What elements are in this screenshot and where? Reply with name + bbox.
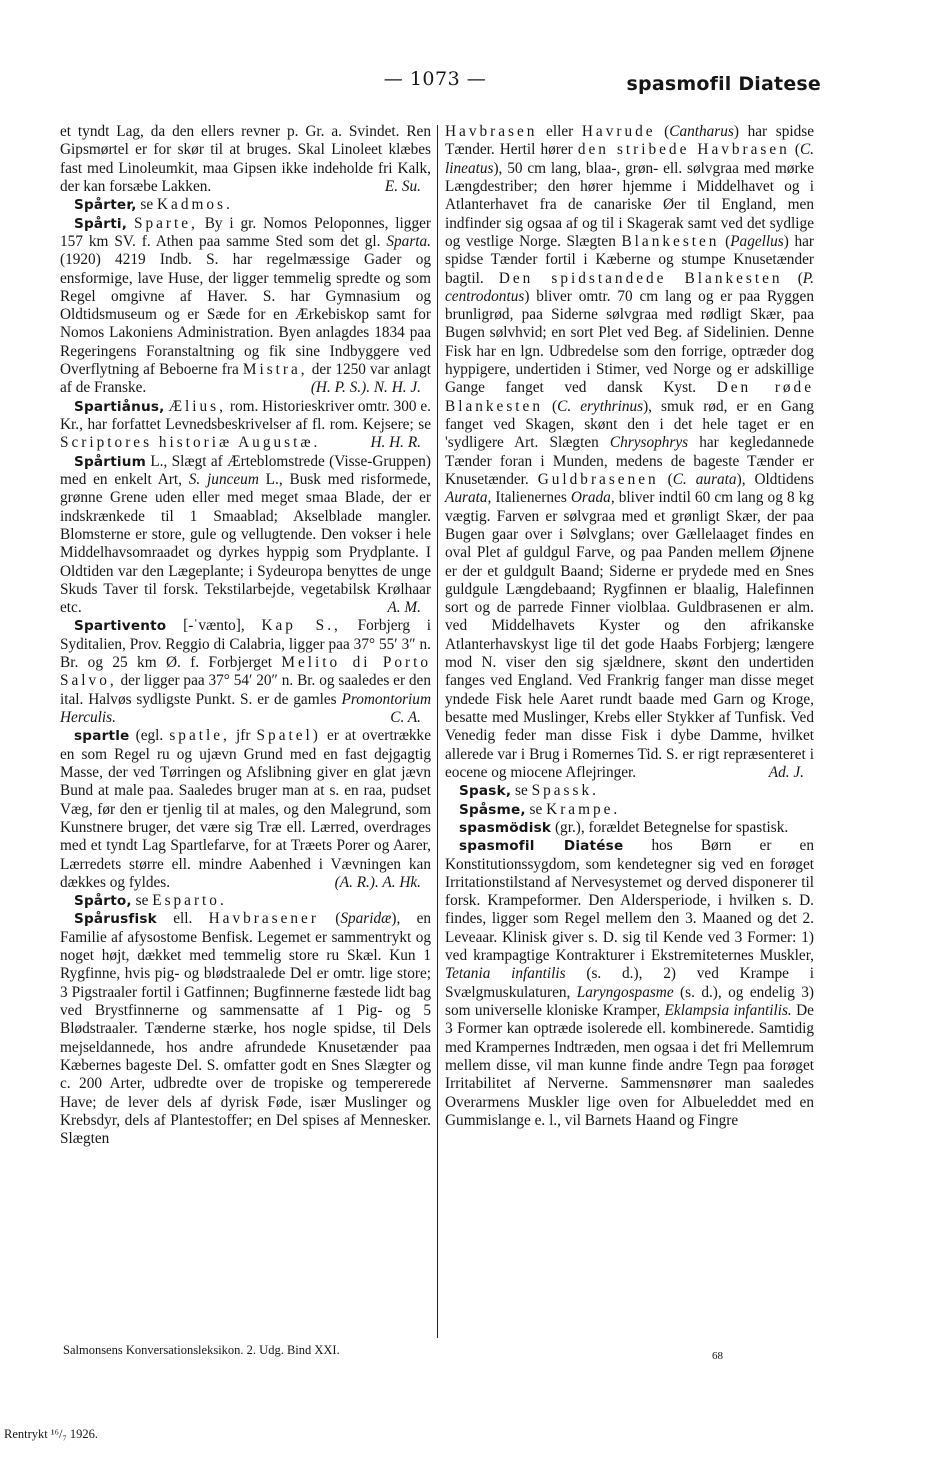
entry-text: der 1250 var anlagt af de Franske. — [60, 361, 431, 397]
headword: spartle — [74, 728, 130, 745]
entry-text: er at overtrække en som Regel ru og ujævn Grund med en fast dejgagtig Masse, der ved Tørringen og Afslibning giver en glat jævn Bund at male paa. Saaledes bruger man at s. en raa, pudset Væg, før den er tjenlig til at males, og den Malegrund, som Kunstnere bruger, det være sig Træ ell. Lærred, overdrages med et tyndt Lag Spartlefarve, for at Træets Porer og Aarer, Lærredets større ell. mindre Aabenhed i Vævningen kan dækkes og fyldes. — [60, 727, 431, 891]
dictionary-entry — [60, 215, 431, 398]
spaced-text: Mistra, — [242, 361, 308, 379]
italic-text: Chrysophrys — [609, 434, 689, 452]
entry-text: jfr — [229, 727, 257, 745]
entry-text: ) har spidse Tænder fortil i Kæberne og stumpe Knusetænder bagtil. — [445, 232, 815, 287]
italic-text: Promontorium Herculis. — [60, 690, 431, 726]
headword: Spåsme, — [459, 801, 526, 818]
entry-text: ( — [782, 269, 803, 287]
entry-text: se — [131, 892, 153, 910]
spaced-text: Den røde Blankesten — [445, 379, 814, 415]
sheet-number: 68 — [712, 1350, 723, 1362]
entry-text — [127, 215, 134, 232]
entry-text: [-ˈvænto], — [166, 617, 262, 635]
italic-text: Sparta. — [386, 232, 431, 250]
headword: Spårtium — [74, 453, 146, 470]
headword: Spårto, — [74, 893, 132, 910]
spaced-text: Esparto. — [152, 892, 227, 910]
dictionary-entry — [445, 819, 814, 837]
dictionary-entry — [445, 782, 814, 800]
dictionary-entry — [445, 837, 814, 1130]
entry-text: ), en Familie af afysostome Benfisk. Legemet er sammentrykt og noget højt, dækket med temmelig store ru Skæl. Kun 1 Rygfinne, hvis pig- og blødstraalede Del er omtr. lige store; 3 Pigstraaler fortil i Gatfinnen; Bugfinnerne fæstede lidt bag ved Brystfinnerne og sammensatte af 1 Pig- og 5 Blødstraaler. Tænderne stærke, hos nogle spidse, til Dels mejseldannede, hos andre afrundede Knusetænder paa Kæbernes bageste Del. S. omfatter godt en Snes Slægter og c. 200 Arter, udbredte over de tropiske og tempererede Have; de lever dels af dyrisk Føde, især Muslinger og Krebsdyr, dels af Plantestoffer; en Del spises af Mennesker. Slægten — [60, 910, 432, 1148]
italic-text: Tetania infantilis — [445, 965, 566, 983]
entry-text: der ligger paa 37° 54′ 20″ n. Br. og saaledes er den ital. Halvøs sydligste Punkt. S. er de gamles — [60, 672, 431, 708]
headword: Spask, — [459, 783, 512, 800]
italic-text: Sparidæ — [340, 910, 392, 928]
headword: Spartivento — [74, 618, 167, 635]
dictionary-entry — [60, 892, 431, 910]
entry-text: L., Busk med risformede, grønne Grene uden eller med meget smaa Blade, der er indskrænkede til 1 Smaablad; Akselblade mangler. Blomsterne er store, gule og vellugtende. Den vokser i hele Middelhavsomraadet og dyrkes hyppig som Prydplante. I Oldtiden var den Lægeplante; i Sydeuropa benyttes de unge Skuds Taver til forsk. Tekstilarbejde, vegetabilsk Krølhaar etc. — [60, 470, 431, 617]
entry-text: eller — [537, 123, 582, 140]
entry-text: (gr.), forældet Betegnelse for spastisk. — [551, 818, 789, 836]
spaced-text: Blankesten — [621, 232, 720, 250]
spaced-text: Guldbrasenen — [537, 470, 659, 488]
author-signature: Ad. J. — [768, 763, 804, 781]
author-signature: A. M. — [387, 599, 421, 617]
author-signature: C. A. — [390, 709, 421, 726]
column-divider — [437, 125, 438, 1338]
headword: Spårusfisk — [74, 911, 157, 928]
dictionary-entry — [445, 801, 814, 819]
headword: spasmödisk — [459, 819, 552, 836]
entry-text: ), 50 cm lang, blaa-, grøn- ell. sølvgraa med mørke Længdestriber; den hører hjemme i Middelhavet og i Atlanterhavet fra de canariske Øer til England, men indfinder sig ogsaa af og til i Skagerak samt ved det sydlige og vestlige Norge. Slægten — [445, 159, 814, 250]
left-column — [60, 123, 431, 1149]
dictionary-entry — [60, 910, 431, 1148]
entry-text: ) har spidse Tænder. Hertil hører — [445, 123, 814, 159]
entry-text: ) bliver omtr. 70 cm lang og er paa Ryggen brunligrød, paa Siderne sølvgraa med rødligt Skær, paa Bugen sølvhvid; en sort Plet ved Beg. af Sidelinien. Denne Fisk har en lgn. Udbredelse som den forrige, optræder dog hyppigere, undertiden i Stimer, ved Norge og er adskillige Gange fanget ved dansk Kyst. — [445, 287, 814, 397]
spaced-text: Krampe. — [546, 800, 621, 818]
entry-text: ), smuk rød, er en Gang fanget ved Skagen, skønt den i det hele taget er en 'sydligere Art. Slægten — [445, 397, 814, 452]
italic-text: Laryngospasme — [576, 983, 674, 1001]
entry-text: (1920) 4219 Indb. S. har regelmæssige Gader og ensformige, lave Huse, der ligger temmelig spredte og som Regel omgivne af Haver. S. har Gymnasium og Oldtidsmuseum og er Sæde for en Ærkebiskop samt for Nomos Lakoniens Administration. Byen anlagdes 1834 paa Regeringens Foranstaltning og fik sine Indbyggere ved Overflytning af Beboerne fra — [60, 251, 431, 379]
entry-text: ( — [542, 397, 558, 415]
headword: spasmofil Diatése — [459, 838, 624, 855]
entry-text: ( — [789, 141, 800, 159]
entry-text: De 3 Former kan optræde isolerede ell. kombinerede. Samtidig med Krampernes Indtræden, men ogsaa i det fri Mellemrum mellem disse, vil man kunne finde andre Tegn paa forøget Irritabilitet af Nerverne. Sammensnører man saaledes Overarmens Muskler lige oven for Albueleddet med en Gummislange e. l., vil Barnets Haand og Fingre — [445, 1002, 814, 1129]
author-signature: H. H. R. — [370, 434, 421, 452]
italic-text: P. centrodontus — [445, 269, 814, 305]
entry-text: ( — [655, 123, 670, 140]
entry-text: (s. d.), og endelig 3) som universelle kloniske Kramper, — [445, 983, 814, 1019]
author-signature: (H. P. S.). N. H. J. — [310, 379, 421, 397]
entry-text: (egl. — [129, 727, 170, 745]
entry-text: Forbjerg i Syditalien, Prov. Reggio di Calabria, ligger paa 37° 55′ 3″ n. Br. og 25 km Ø. f. Forbjerget — [60, 617, 431, 672]
spaced-text: Melito di Porto Salvo, — [60, 654, 432, 690]
italic-text: S. junceum — [188, 470, 259, 488]
author-signature: E. Su. — [384, 177, 421, 195]
italic-text: C. aurata — [672, 470, 737, 488]
spaced-text: Kap S., — [261, 617, 341, 635]
dictionary-entry — [60, 727, 431, 892]
dictionary-entry — [60, 453, 431, 618]
headword: Spartiånus, — [74, 398, 165, 415]
author-signature: (A. R.). A. Hk. — [334, 873, 421, 891]
headword: Spårti, — [74, 215, 128, 232]
entry-text: har kegledannede Tænder foran i Munden, medens de bageste Tænder er Knusetænder. — [445, 434, 814, 488]
entry-text: hos Børn er en Konstitutionssygdom, som kendetegner sig ved en forøget Irritationstilstand af Nervesystemet og derved disponerer til forsk. Krampeformer. Den Aldersperiode, i hvilken s. D. findes, ligger som Regel mellem den 3. Maaned og det 2. Leveaar. Klinisk giver s. D. sig til Kende ved 3 Former: 1) ved krampagtige Kontrakturer i Ekstremiteternes Muskler, — [445, 837, 814, 965]
dictionary-entry — [445, 123, 814, 782]
headword: Spårter, — [74, 197, 137, 214]
italic-text: C. erythrinus — [557, 397, 644, 415]
entry-text: ( — [719, 232, 731, 250]
spaced-text: spatle, — [169, 727, 230, 745]
entry-text: By i gr. Nomos Peloponnes, ligger 157 km SV. f. Athen paa samme Sted som det gl. — [60, 214, 431, 250]
entry-text: et tyndt Lag, da den ellers revner p. Gr. a. Svindet. Ren Gipsmørtel er for skør til at bruges. Skal Linoleet klæbes fast med Linoleumkit, maa Gipsen ikke indeholde fri Kalk, der kan forsæbe Lakken. — [60, 123, 431, 195]
spaced-text: Havrude — [581, 123, 656, 140]
spaced-text: Havbrasener — [208, 910, 319, 928]
spaced-text: Spassk. — [531, 782, 599, 800]
spaced-text: Spatel) — [256, 727, 321, 745]
entry-text: se — [136, 196, 157, 214]
dictionary-entry — [60, 123, 431, 196]
italic-text: C. lineatus — [445, 141, 814, 177]
dictionary-entry — [60, 196, 431, 214]
italic-text: Aurata, — [445, 489, 492, 507]
entry-text: Italienernes — [491, 489, 571, 507]
dictionary-entry — [60, 398, 431, 453]
dictionary-entry — [60, 617, 431, 727]
italic-text: Orada, — [570, 489, 615, 507]
italic-text: Cantharus — [669, 123, 734, 140]
entry-text: ( — [318, 910, 341, 928]
spaced-text: Scriptores historiæ Augustæ. — [60, 434, 321, 452]
entry-text: se — [511, 782, 532, 800]
italic-text: Eklampsia infantilis. — [664, 1002, 792, 1019]
italic-text: Pagellus — [730, 232, 784, 250]
publication-footer: Salmonsens Konversationsleksikon. 2. Udg. Bind XXI. — [63, 1343, 340, 1357]
spaced-text: Den spidstandede Blankesten — [498, 269, 783, 287]
entry-text: ell. — [156, 910, 209, 928]
spaced-text: Ælius, — [168, 397, 226, 415]
entry-text: (s. d.), 2) ved Krampe i Svælgmuskulaturen, — [445, 965, 814, 1001]
entry-text: se — [525, 800, 547, 818]
reprint-note: Rentrykt ¹⁶/₇ 1926. — [4, 1427, 99, 1441]
entry-text: rom. Historieskriver omtr. 300 e. Kr., har forfattet Levnedsbeskrivelser af fl. rom. Kejsere; se — [60, 397, 432, 433]
page-number: — 1073 — — [383, 68, 487, 90]
spaced-text: Kadmos. — [157, 196, 233, 214]
running-head: spasmofil Diatese — [626, 73, 821, 95]
entry-text: ( — [658, 470, 673, 488]
right-column — [445, 123, 814, 1130]
spaced-text: den stribede Havbrasen — [577, 141, 790, 159]
entry-text: ), Oldtidens — [736, 470, 814, 488]
spaced-text: Havbrasen — [445, 123, 538, 140]
entry-text: bliver indtil 60 cm lang og 8 kg vægtig. Farven er sølvgraa med et grønligt Skær, der paa Bugen gaar over i Sølvglans; over Gællelaaget findes en oval Plet af guldgul Farve, og paa Panden mellem Øjnene er der et guldgult Baand; Siderne er prydede med en Snes guldgule Længdebaand; Rygfinnen er blaalig, Halefinnen sort og de parrede Finner violblaa. Guldbrasenen er alm. ved Middelhavets Kyster og den afrikanske Atlanterhavskyst lige til det gode Haabs Forbjerg; længere mod N. viser den sig sjældnere, skønt den undertiden fanges ved England. Ved Frankrig fanger man disse meget yndede Fisk hele Aaret rundt baade med Garn og Kroge, besatte med Muslinger, Krebs eller Stykker af Tunfisk. Ved Venedig feder man disse Fisk i dybe Damme, hvilket allerede var i Brug i Romernes Tid. S. er rigt repræsenteret i eocene og miocene Aflejringer. — [445, 489, 814, 781]
entry-text: L., Slægt af Ærteblomstrede (Visse-Gruppen) med en enkelt Art, — [60, 452, 431, 488]
spaced-text: Sparte, — [133, 214, 198, 232]
